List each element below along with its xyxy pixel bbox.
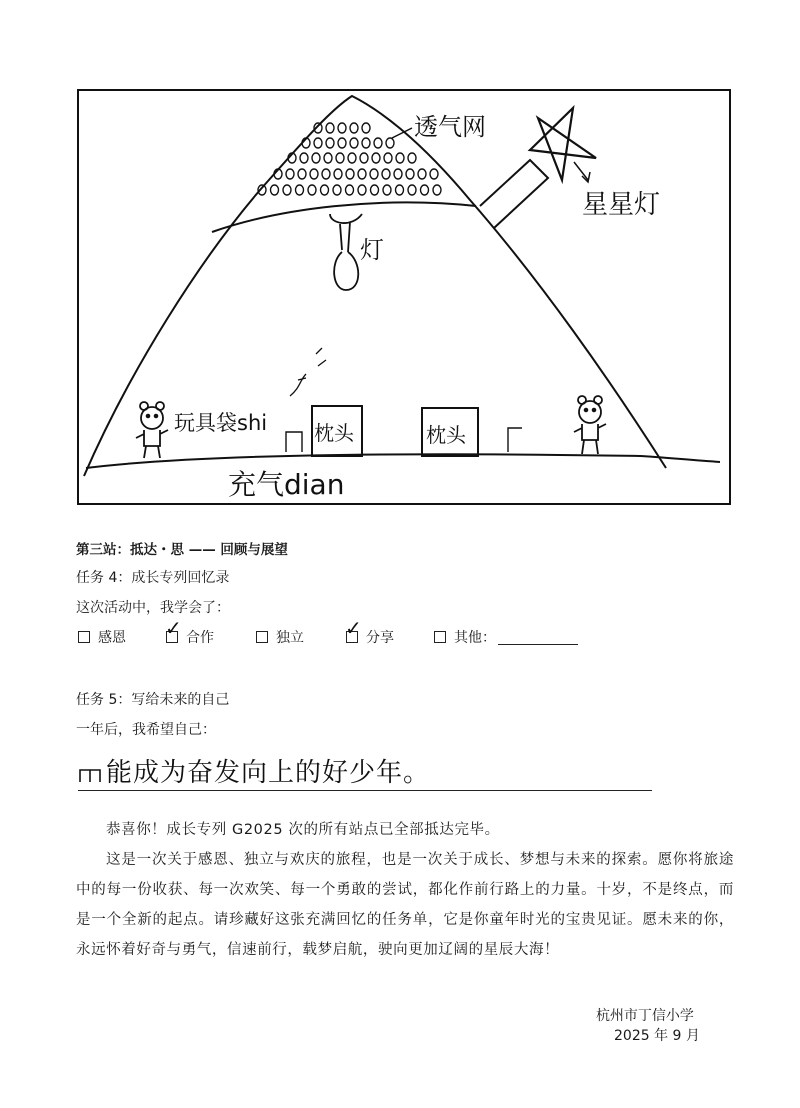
right-bear-icon [574, 396, 606, 454]
option-other[interactable] [434, 627, 578, 647]
pillow-left-label: 枕头 [314, 421, 354, 445]
task4-title: 任务 4：成长专列回忆录 [76, 570, 230, 586]
checkbox-sharing[interactable] [345, 616, 362, 643]
task5-answer: 能成为奋发向上的好少年。 [106, 758, 431, 788]
other-input-line[interactable] [498, 630, 578, 645]
tent-drawing [0, 0, 800, 530]
school-name: 杭州市丁信小学 [595, 1008, 694, 1024]
task5-prompt: 一年后，我希望自己： [76, 722, 216, 738]
vent-hole [383, 185, 391, 195]
vent-hole [271, 185, 279, 195]
signature-date: 2025 年 9 月 [614, 1028, 700, 1044]
vent-hole [346, 185, 354, 195]
drawing-frame [78, 90, 730, 504]
vent-hole [333, 185, 341, 195]
lamp-label: 灯 [360, 236, 384, 264]
vent-hole [396, 153, 404, 163]
vent-hole [324, 153, 332, 163]
vent-hole [298, 169, 306, 179]
closing-paragraph: 这是一次关于感恩、独立与欢庆的旅程，也是一次关于成长、梦想与未来的探索。愿你将旅途中的每一份收获、每一次欢笑、每一个勇敢的尝试，都化作前行路上的力量。十岁，不是终点，而是一个全新的起点。请珍藏好这张充满回忆的任务单，它是你童年时光的宝贵见证。愿未来的你，永远怀着好奇与勇气，信速前行，载梦启航，驶向更加辽阔的星辰大海！ [76, 852, 734, 958]
vent-hole [310, 169, 318, 179]
vent-hole [314, 138, 322, 148]
vent-hole [406, 169, 414, 179]
vent-hole [346, 169, 354, 179]
star-pointer-arrow [574, 162, 590, 182]
vent-hole [296, 185, 304, 195]
vent-hole [384, 153, 392, 163]
vent-hole [338, 138, 346, 148]
inflate-label: 充气dian [228, 468, 345, 501]
vent-hole [360, 153, 368, 163]
vent-hole [300, 153, 308, 163]
option-label: 感恩 [98, 630, 126, 646]
vent-hole [386, 138, 394, 148]
vent-boundary [212, 202, 476, 232]
vent-hole [308, 185, 316, 195]
scribble-mark [78, 766, 104, 784]
vent-hole [371, 185, 379, 195]
star-lamp-label: 星星灯 [582, 190, 661, 220]
vent-hole [322, 169, 330, 179]
pillow-right-label: 枕头 [426, 423, 466, 447]
small-box-left [286, 432, 302, 452]
vent-hole [358, 169, 366, 179]
checkbox-independence[interactable] [256, 631, 268, 643]
section-title: 第三站：抵达・思 —— 回顾与展望 [76, 542, 288, 558]
left-bear-icon [136, 402, 168, 458]
star-lamp-arm [480, 160, 548, 228]
option-gratitude[interactable] [78, 627, 126, 647]
vent-hole [382, 169, 390, 179]
vent-hole [394, 169, 402, 179]
vent-hole [286, 169, 294, 179]
option-independence[interactable] [256, 627, 304, 647]
option-label: 分享 [366, 630, 394, 646]
checkbox-other[interactable] [434, 631, 446, 643]
vent-hole [372, 153, 380, 163]
option-sharing[interactable] [345, 616, 394, 647]
lamp-icon [330, 214, 362, 290]
vent-hole [433, 185, 441, 195]
vent-hole [421, 185, 429, 195]
task5-answer-line[interactable] [78, 748, 652, 791]
check-mark-icon: ✓ [345, 616, 362, 640]
school-signature [590, 1006, 700, 1046]
tent-floor [86, 454, 720, 468]
vent-hole [283, 185, 291, 195]
vent-hole [334, 169, 342, 179]
toy-bag-label: 玩具袋shi [174, 411, 268, 435]
vent-hole [326, 123, 334, 133]
vent-hole [312, 153, 320, 163]
congrats-text: 恭喜你！成长专列 G2025 次的所有站点已全部抵达完毕。 [106, 822, 500, 838]
option-cooperation[interactable] [165, 616, 214, 647]
vent-hole [396, 185, 404, 195]
vent-hole [358, 185, 366, 195]
vent-hole [430, 169, 438, 179]
vent-hole [362, 138, 370, 148]
option-label: 合作 [186, 630, 214, 646]
vent-hole [350, 123, 358, 133]
task5-title: 任务 5：写给未来的自己 [76, 692, 230, 708]
option-label: 独立 [276, 630, 304, 646]
vent-hole [336, 153, 344, 163]
vent-hole [362, 123, 370, 133]
vent-hole [350, 138, 358, 148]
vent-hole [348, 153, 356, 163]
vent-hole [418, 169, 426, 179]
check-mark-icon: ✓ [165, 616, 182, 640]
option-label: 其他： [454, 630, 496, 646]
learned-options [78, 616, 618, 651]
vent-hole [370, 169, 378, 179]
task4-prompt: 这次活动中，我学会了： [76, 600, 230, 616]
vent-hole [374, 138, 382, 148]
vent-hole [408, 185, 416, 195]
small-box-right [508, 428, 522, 452]
checkbox-gratitude[interactable] [78, 631, 90, 643]
steam-icon [290, 348, 326, 396]
vent-label: 透气网 [414, 113, 486, 141]
vent-hole [408, 153, 416, 163]
checkbox-cooperation[interactable] [165, 616, 182, 643]
vent-hole [326, 138, 334, 148]
vent-hole [338, 123, 346, 133]
vent-hole [321, 185, 329, 195]
